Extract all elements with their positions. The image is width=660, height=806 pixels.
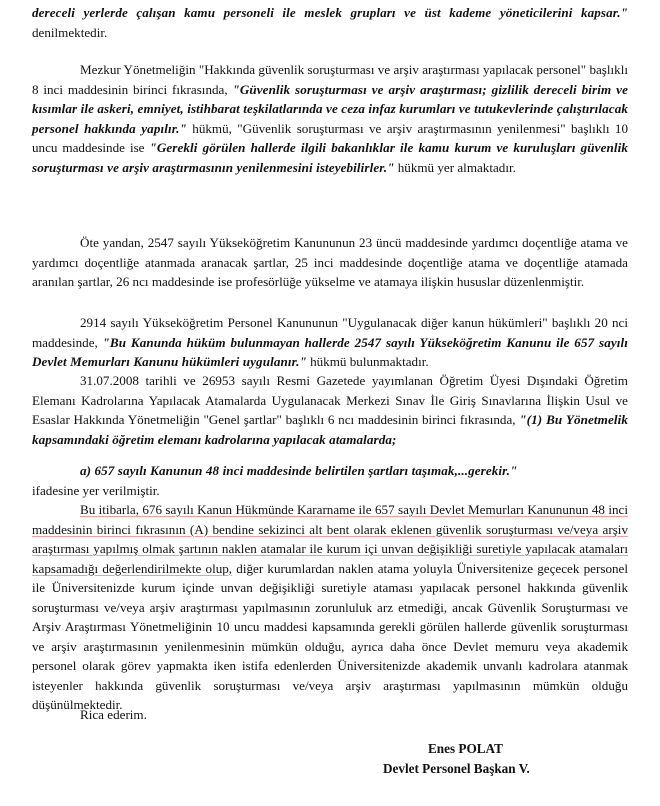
quote-text: dereceli yerlerde çalışan kamu personeli ile meslek grupları ve üst kademe yöneticilerini kapsar." bbox=[32, 5, 628, 20]
paragraph-intro bbox=[32, 3, 628, 42]
body-text: 31.07.2008 tarihli ve 26953 sayılı Resmi Gazetede yayımlanan Öğretim Üyesi Dışındaki Öğretim Elemanı Kadrolarına Yapılacak Atamalarda Uygulanacak Merkezi Sınav İle Giriş Sınavlarına İlişkin Usul ve Esaslar Hakkında Yönetmeliğin "Genel şartlar" başlıklı 6 ncı maddesinin birinci fıkrasında, bbox=[32, 373, 628, 427]
body-text: Mezkur Yönetmeliğin "Hakkında güvenlik soruşturması ve arşiv araştırması yapılacak personel" başlıklı 8 inci maddesinin birinci fıkrasında, bbox=[32, 62, 628, 97]
paragraph-conclusion bbox=[32, 500, 628, 715]
body-text: 2914 sayılı Yükseköğretim Personel Kanununun "Uygulanacak diğer kanun hükümleri" başlıklı 20 nci maddesinde, bbox=[32, 315, 628, 350]
body-text: Öte yandan, 2547 sayılı Yükseköğretim Kanununun 23 üncü maddesinde yardımcı doçentliğe atama ve yardımcı doçentliğe atanmada aranacak şartlar, 25 inci maddesinde doçentliğe atama ve doçentliğe atamada aranılan şartlar, 26 ncı maddesinde ise profesörlüğe yükselme ve atamaya ilişkin hususlar düzenlenmiştir. bbox=[32, 235, 628, 289]
paragraph-regulation bbox=[32, 60, 628, 177]
signature-name: Enes POLAT bbox=[428, 741, 503, 756]
body-text: hükmü, "Güvenlik soruşturması ve arşiv araştırmasının yenilenmesi" başlıklı 10 uncu maddesinde ise bbox=[32, 120, 629, 155]
closing-line bbox=[32, 705, 628, 725]
paragraph-2008 bbox=[32, 371, 628, 449]
signature-title: Devlet Personel Başkan V. bbox=[383, 761, 530, 776]
body-text: diğer kurumlardan naklen atama yoluyla Üniversitenize geçecek personel ile Üniversitenizde kurum içinde unvan değişikliği suretiyle ataması yapılacak personel hakkında güvenlik soruşturması ve/veya arşiv araştırması yapılmasının zorunluluk arz etmediği, ancak Güvenlik Soruşturması ve Arşiv Araştırması Yönetmeliğinin 10 uncu maddesi kapsamında gerekli görülen hallerde güvenlik soruşturması ve arşiv araştırmasının yenilenmesinin mümkün olduğu, ayrıca daha önce Devlet memuru veya akademik personel olarak görev yapmakta iken istifa edenlerden Üniversitenizde akademik unvanlı kadrolara atanmak isteyenler hakkında güvenlik soruşturması ve/veya arşiv araştırması yapılmasının mümkün olduğu düşünülmektedir. bbox=[32, 560, 628, 712]
body-text: Bu itibarla, 676 sayılı Kanun Hükmünde Kararname ile 657 sayılı Devlet Memurları Kanununun 48 inci maddesinin birinci fıkrasının (A) bendine sekizinci alt bent olarak eklenen güvenlik soruşturması ve/veya arşiv araştırması yapılmış olmak şartının naklen atamalar ile kurum içi unvan değişikliği suretiyle yapılacak atamaları kapsamadığı değerlendirilmekte olup, bbox=[32, 502, 628, 576]
body-text: Rica ederim. bbox=[80, 707, 147, 722]
paragraph-2914 bbox=[32, 313, 628, 372]
paragraph-2547 bbox=[32, 233, 628, 292]
quote-text: "Bu Kanunda hüküm bulunmayan hallerde 2547 sayılı Yükseköğretim Kanunu ile 657 sayılı Devlet Memurları Kanunu hükümleri uygulanır." bbox=[32, 334, 628, 369]
body-text: hükmü yer almaktadır. bbox=[394, 159, 516, 175]
quote-text: "Güvenlik soruşturması ve arşiv araştırması; gizlilik dereceli birim ve kısımlar ile askeri, emniyet, istihbarat teşkilatlarında ve ceza infaz kurumları ve tutukevlerinde çalıştırılacak personel hakkında yapılır." bbox=[32, 81, 628, 136]
body-text: denilmektedir. bbox=[32, 24, 108, 40]
quote-text: a) 657 sayılı Kanunun 48 inci maddesinde belirtilen şartları taşımak,...gerekir." bbox=[80, 463, 518, 478]
paragraph-657-tail bbox=[32, 481, 628, 501]
body-text: hükmü bulunmaktadır. bbox=[306, 354, 429, 369]
paragraph-657-quote bbox=[32, 461, 628, 481]
body-text: ifadesine yer verilmiştir. bbox=[32, 483, 160, 498]
quote-text: "(1) Bu Yönetmelik kapsamındaki öğretim elemanı kadrolarına yapılacak atamalarda; bbox=[32, 412, 628, 447]
quote-text: "Gerekli görülen hallerde ilgili bakanlıklar ile kamu kurum ve kuruluşları güvenlik soruşturması ve arşiv araştırmasının yenilenmesini isteyebilirler." bbox=[32, 140, 629, 175]
